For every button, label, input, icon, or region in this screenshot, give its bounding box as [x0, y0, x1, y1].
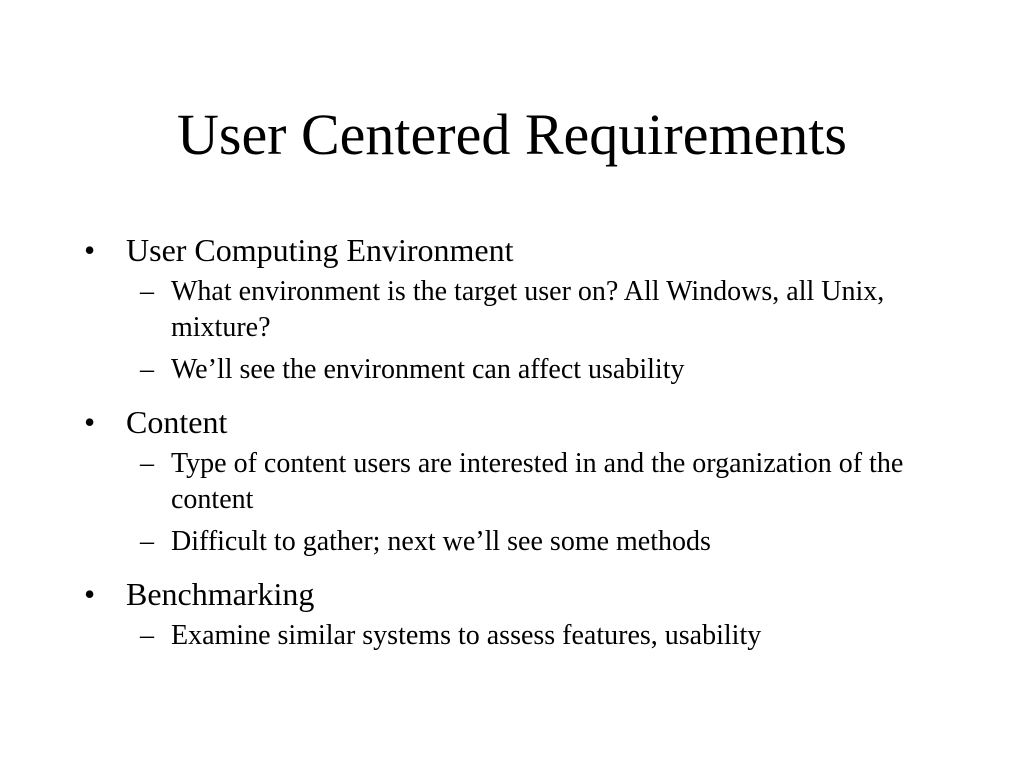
sub-text: Difficult to gather; next we’ll see some methods	[171, 526, 711, 557]
sub-text: Type of content users are interested in and the organization of the content	[171, 448, 904, 515]
sub-item	[126, 524, 964, 560]
sub-text: What environment is the target user on? All Windows, all Unix, mixture?	[171, 276, 885, 343]
dash-marker: –	[140, 448, 154, 479]
sub-item	[126, 446, 964, 518]
dash-marker: –	[140, 620, 154, 651]
sub-text: We’ll see the environment can affect usability	[171, 354, 685, 385]
bullet-marker: •	[84, 576, 96, 612]
dash-marker: –	[140, 276, 154, 307]
bullet-item	[84, 570, 964, 664]
bullet-marker: •	[84, 404, 96, 440]
dash-marker: –	[140, 354, 154, 385]
bullet-text: Benchmarking	[126, 576, 315, 612]
sub-item	[126, 352, 964, 388]
sub-text: Examine similar systems to assess features, usability	[171, 620, 762, 651]
sub-list	[126, 446, 964, 570]
dash-marker: –	[140, 526, 154, 557]
sub-list	[126, 618, 964, 664]
bullet-item	[84, 226, 964, 398]
bullet-item	[84, 398, 964, 570]
sub-item	[126, 618, 964, 654]
bullet-text: User Computing Environment	[126, 232, 514, 268]
slide-title: User Centered Requirements	[176, 102, 847, 167]
sub-list	[126, 274, 964, 398]
bullet-list	[84, 226, 964, 664]
bullet-marker: •	[84, 232, 96, 268]
sub-item	[126, 274, 964, 346]
bullet-text: Content	[126, 404, 228, 440]
